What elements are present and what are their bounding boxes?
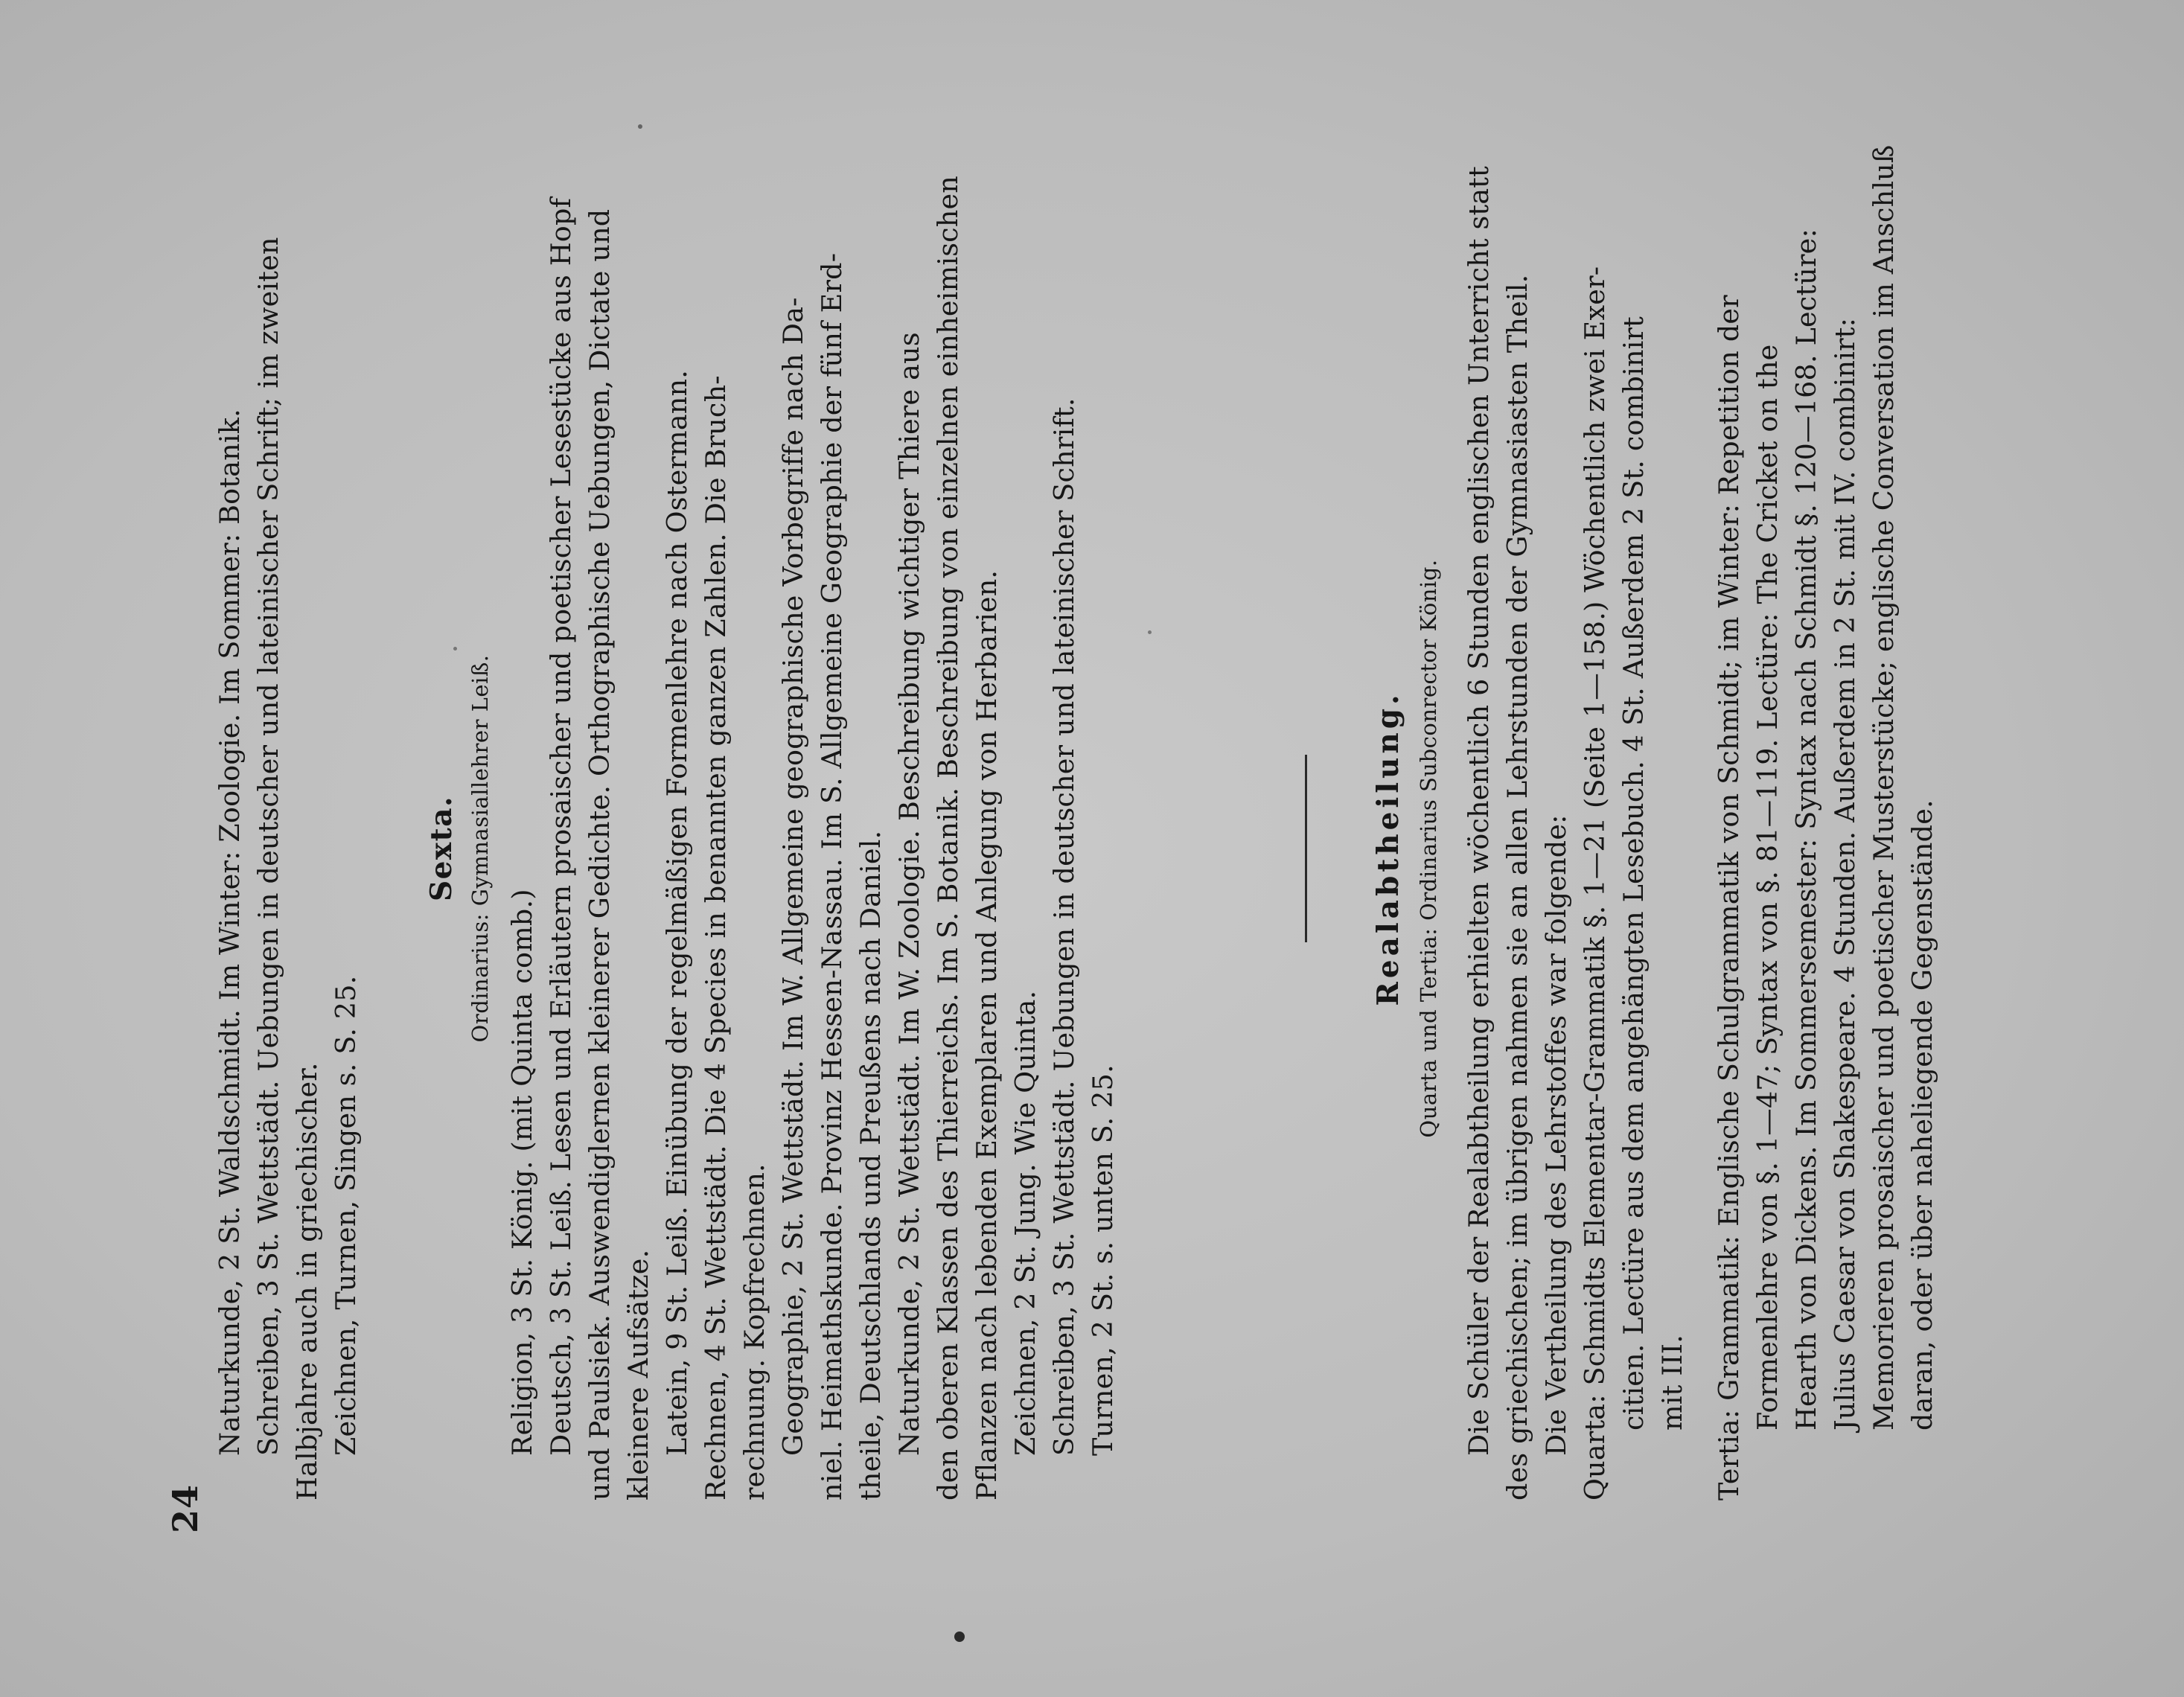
text-line: Formenlehre von §. 1—47; Syntax von §. 81—119. Lectüre: The Cricket on the [1752,344,1784,1431]
section-heading-sexta: Sexta. [424,795,459,902]
text-line: Die Vertheilung des Lehrstoffes war folgende: [1540,814,1572,1456]
text-line: theile, Deutschlands und Preußens nach Daniel. [855,830,887,1501]
text-line: Naturkunde, 2 St. Waldschmidt. Im Winter: Zoologie. Im Sommer: Botanik. [214,409,246,1456]
text-line: Schreiben, 3 St. Wettstädt. Uebungen in deutscher und lateinischer Schrift. [1048,397,1080,1456]
text-line: Rechnen, 4 St. Wettstädt. Die 4 Species in benannten ganzen Zahlen. Die Bruch- [700,375,732,1501]
page-number: 24 [165,1483,205,1533]
text-line: Pflanzen nach lebenden Exemplaren und Anlegung von Herbarien. [971,569,1003,1501]
text-line: den oberen Klassen des Thierreichs. Im S. Botanik. Beschreibung von einzelnen einheimischen [932,175,964,1501]
text-line: daran, oder über naheliegende Gegenstände. [1906,799,1938,1431]
text-line: Naturkunde, 2 St. Wettstädt. Im W. Zoologie. Beschreibung wichtiger Thiere aus [893,332,925,1456]
text-line: mit III. [1656,1334,1688,1431]
text-line: und Paulsiek. Auswendiglernen kleinerer Gedichte. Orthographische Uebungen, Dictate und [584,208,616,1501]
text-line: Memorieren prosaischer und poetischer Musterstücke; englische Conversation im Anschluß [1868,144,1900,1431]
text-line: kleinere Aufsätze. [622,1249,654,1501]
text-line: Zeichnen, 2 St. Jung. Wie Quinta. [1009,990,1041,1456]
text-line: Latein, 9 St. Leiß. Einübung der regelmäßigen Formenlehre nach Ostermann. [661,369,693,1456]
text-line: Tertia: Grammatik: Englische Schulgrammatik von Schmidt; im Winter: Repetition der [1713,295,1745,1501]
text-line: Zeichnen, Turnen, Singen s. S. 25. [330,975,362,1456]
text-line: Die Schüler der Realabtheilung erhielten wöchentlich 6 Stunden englischen Unterricht statt [1463,165,1495,1456]
section-subheading: Ordinarius: Gymnasiallehrer Leiß. [467,654,493,1043]
text-line: Julius Caesar von Shakespeare. 4 Stunden. Außerdem in 2 St. mit IV. combinirt: [1829,317,1861,1431]
section-subheading: Quarta und Tertia: Ordinarius Subconrector König. [1416,559,1441,1138]
text-line: Deutsch, 3 St. Leiß. Lesen und Erläutern prosaischer und poetischer Lesestücke aus Hopf [545,197,577,1456]
text-line: niel. Heimathskunde. Provinz Hessen-Nassau. Im S. Allgemeine Geographie der fünf Erd- [816,252,848,1501]
text-line: Schreiben, 3 St. Wettstädt. Uebungen in deutscher und lateinischer Schrift; im zweiten [252,237,284,1456]
text-line: citien. Lectüre aus dem angehängten Lesebuch. 4 St. Außerdem 2 St. combinirt [1618,316,1650,1431]
text-line: Turnen, 2 St. s. unten S. 25. [1087,1064,1119,1456]
text-line: Hearth von Dickens. Im Sommersemester: Syntax nach Schmidt §. 120—168. Lectüre: [1790,228,1822,1431]
text-line: Geographie, 2 St. Wettstädt. Im W. Allgemeine geographische Vorbegriffe nach Da- [777,297,809,1456]
text-line: Quarta: Schmidts Elementar-Grammatik §. 1—21 (Seite 1—158.) Wöchentlich zwei Exer- [1579,266,1611,1501]
section-divider [1305,755,1307,942]
text-line: des griechischen; im übrigen nahmen sie an allen Lehrstunden der Gymnasiasten Theil. [1501,274,1533,1501]
text-line: Halbjahre auch in griechischer. [291,1062,323,1501]
section-heading-realabtheilung: Realabtheilung. [1371,691,1405,1006]
text-line: Religion, 3 St. König. (mit Quinta comb.) [506,889,538,1456]
text-line: rechnung. Kopfrechnen. [738,1163,770,1501]
